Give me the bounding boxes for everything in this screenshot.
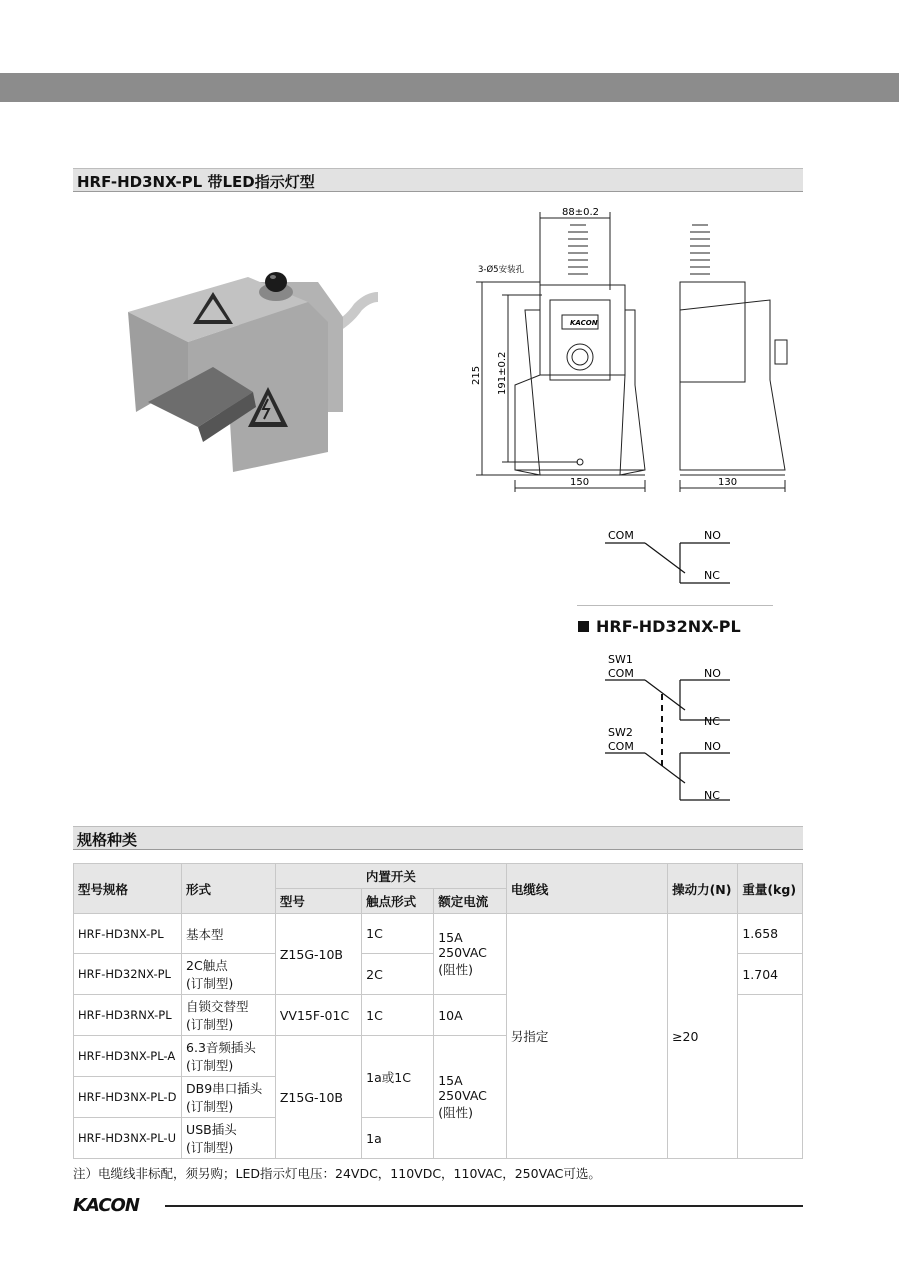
- cell-weight: 1.704: [738, 954, 803, 995]
- cell-model: HRF-HD32NX-PL: [74, 954, 182, 995]
- wiring1-nc-label: NC: [704, 569, 720, 582]
- cell-form: DB9串口插头 (订制型): [182, 1077, 276, 1118]
- th-weight: 重量(kg): [738, 864, 803, 914]
- dim-height-holes: 191±0.2: [497, 351, 508, 395]
- wiring1-no-label: NO: [704, 529, 721, 542]
- wiring2-com1-label: COM: [608, 667, 634, 680]
- wiring2-sw2-label: SW2: [608, 726, 633, 739]
- dim-base-width: 150: [570, 477, 590, 488]
- th-force: 操动力(N): [668, 864, 738, 914]
- cell-model: HRF-HD3NX-PL: [74, 914, 182, 954]
- cell-contact: 1C: [362, 995, 434, 1036]
- cell-current: 15A 250VAC (阻性): [434, 914, 507, 995]
- th-form: 形式: [182, 864, 276, 914]
- cell-model: HRF-HD3NX-PL-A: [74, 1036, 182, 1077]
- wiring2-no1-label: NO: [704, 667, 721, 680]
- cell-weight: 1.658: [738, 914, 803, 954]
- section-header-specs: [73, 826, 803, 850]
- kacon-logo: KACON: [73, 1195, 139, 1216]
- cell-form: 6.3音频插头 (订制型): [182, 1036, 276, 1077]
- cell-contact: 1C: [362, 914, 434, 954]
- product-photo: [118, 262, 378, 477]
- wiring2-heading: [578, 617, 741, 636]
- dim-side-depth: 130: [718, 477, 738, 488]
- th-sw-model: 型号: [275, 889, 361, 914]
- cell-cable: 另指定: [506, 914, 667, 1159]
- cell-current: 15A 250VAC (阻性): [434, 1036, 507, 1159]
- dimension-drawing: [470, 200, 800, 495]
- divider: [577, 605, 773, 606]
- dim-height-total: 215: [471, 365, 482, 385]
- dim-top-width: 88±0.2: [562, 207, 600, 218]
- th-current: 额定电流: [434, 889, 507, 914]
- section-title-product: HRF-HD3NX-PL 带LED指示灯型: [77, 173, 315, 191]
- spec-table: [73, 863, 803, 1159]
- wiring2-com2-label: COM: [608, 740, 634, 753]
- cell-form: 基本型: [182, 914, 276, 954]
- footnote: 注）电缆线非标配，须另购；LED指示灯电压：24VDC，110VDC，110VAC，250VAC可选。: [73, 1166, 601, 1181]
- cell-form: USB插头 (订制型): [182, 1118, 276, 1159]
- th-model: 型号规格: [74, 864, 182, 914]
- wiring-diagram-1c: [600, 525, 740, 595]
- wiring2-sw1-label: SW1: [608, 653, 633, 666]
- cell-form: 2C触点 (订制型): [182, 954, 276, 995]
- square-bullet-icon: [578, 621, 589, 632]
- table-row: [74, 914, 803, 954]
- cell-model: HRF-HD3NX-PL-U: [74, 1118, 182, 1159]
- cell-sw-model: VV15F-01C: [275, 995, 361, 1036]
- wiring-diagram-2c: [600, 650, 740, 805]
- cell-force: ≥20: [668, 914, 738, 1159]
- cell-sw-model: Z15G-10B: [275, 914, 361, 995]
- th-contact: 触点形式: [362, 889, 434, 914]
- th-switch: 内置开关: [275, 864, 506, 889]
- cell-contact: 1a: [362, 1118, 434, 1159]
- cell-model: HRF-HD3RNX-PL: [74, 995, 182, 1036]
- cell-current: 10A: [434, 995, 507, 1036]
- cell-contact: 2C: [362, 954, 434, 995]
- wiring1-com-label: COM: [608, 529, 634, 542]
- drawing-brand-plate: KACON: [570, 319, 598, 327]
- cell-model: HRF-HD3NX-PL-D: [74, 1077, 182, 1118]
- cell-contact: 1a或1C: [362, 1036, 434, 1118]
- wiring2-nc2-label: NC: [704, 789, 720, 802]
- wiring2-no2-label: NO: [704, 740, 721, 753]
- cell-weight-empty: [738, 995, 803, 1159]
- footer-rule: [165, 1205, 803, 1207]
- cell-form: 自锁交替型 (订制型): [182, 995, 276, 1036]
- wiring2-nc1-label: NC: [704, 715, 720, 728]
- top-banner: [0, 73, 899, 102]
- th-cable: 电缆线: [506, 864, 667, 914]
- dim-mount-holes: 3-Ø5安装孔: [478, 265, 525, 275]
- section-header-product: [73, 168, 803, 192]
- cell-sw-model: Z15G-10B: [275, 1036, 361, 1159]
- wiring2-title: HRF-HD32NX-PL: [596, 617, 741, 636]
- section-title-specs: 规格种类: [77, 831, 138, 849]
